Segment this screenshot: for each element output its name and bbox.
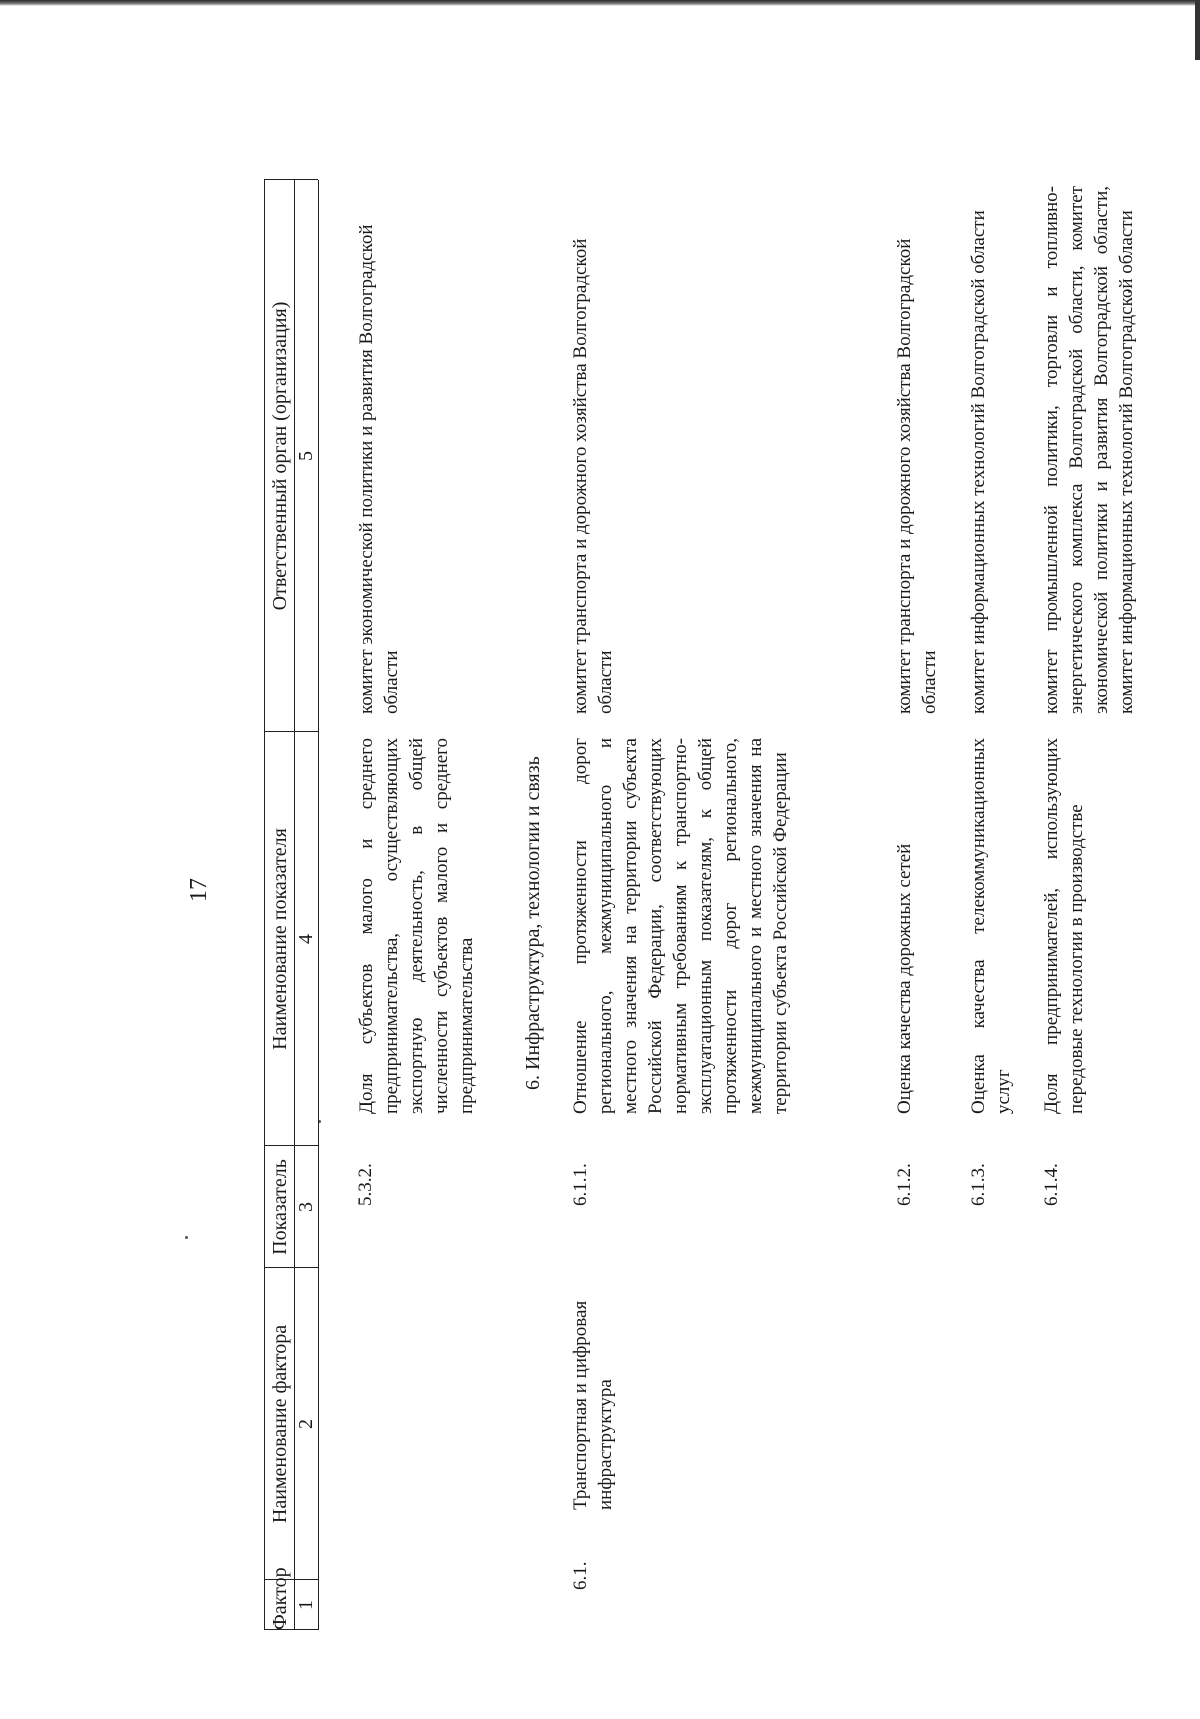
- rotated-page: [140, 60, 1200, 1660]
- column-number: 2: [295, 1419, 317, 1429]
- responsible-body: комитет транспорта и дорожного хозяйства Волгоградской области: [894, 238, 940, 714]
- scan-edge: [0, 0, 1200, 6]
- column-number: 4: [295, 934, 317, 944]
- column-number: 5: [295, 451, 317, 461]
- header-factor: Фактор: [269, 1567, 291, 1630]
- indicator-name: Оценка качества дорожных сетей: [894, 843, 915, 1114]
- indicator-code: 6.1.2.: [894, 1163, 915, 1206]
- column-number: 1: [295, 1600, 317, 1610]
- header-factor-name: Наименование фактора: [269, 1324, 291, 1524]
- header-bottom-rule: [318, 180, 319, 1630]
- factor-code: 6.1.: [570, 1561, 591, 1590]
- indicator-name: Оценка качества телекоммуникационных услуг: [968, 738, 1014, 1114]
- indicator-code: 6.1.3.: [968, 1163, 989, 1206]
- section-title: 6. Инфраструктура, технологии и связь: [522, 756, 544, 1090]
- header-indicator: Показатель: [269, 1159, 291, 1255]
- responsible-body: комитет транспорта и дорожного хозяйства Волгоградской области: [570, 238, 616, 714]
- responsible-body: комитет экономической политики и развития Волгоградской области: [356, 224, 402, 714]
- indicator-code: 6.1.1.: [570, 1163, 591, 1206]
- responsible-body: комитет промышленной политики, торговли и топливно-энергетического комплекса Волгоградской области, комитет экономической политики и развития Волгоградской области, комитет информационных технологий Волгоградской области: [1041, 186, 1137, 714]
- indicator-code: 6.1.4.: [1041, 1163, 1062, 1206]
- scan-edge-right: [1195, 0, 1200, 60]
- indicator-name: Доля субъектов малого и среднего предпринимательства, осуществляющих экспортную деятельность, в общей численности субъектов малого и среднего предпринимательства: [356, 738, 477, 1114]
- header-responsible: Ответственный орган (организация): [269, 301, 291, 611]
- header-indicator-name: Наименование показателя: [269, 828, 291, 1050]
- page-number: 17: [186, 878, 212, 902]
- table-top-rule: [264, 180, 265, 1630]
- column-number: 3: [295, 1202, 317, 1212]
- factor-name: Транспортная и цифровая инфраструктура: [570, 1300, 616, 1510]
- indicator-name: Отношение протяженности дорог регионального, межмуниципального и местного значения на территории субъекта Российской Федерации, соответствующих нормативным требованиям к транспортно-эксплуатационным показателям, к общей протяженности дорог регионального, межмуниципального и местного значения на территории субъекта Российской Федерации: [570, 738, 791, 1114]
- indicator-name: Доля предпринимателей, использующих передовые технологии в производстве: [1041, 738, 1087, 1114]
- indicator-code: 5.3.2.: [355, 1163, 376, 1206]
- responsible-body: комитет информационных технологий Волгоградской области: [968, 210, 989, 714]
